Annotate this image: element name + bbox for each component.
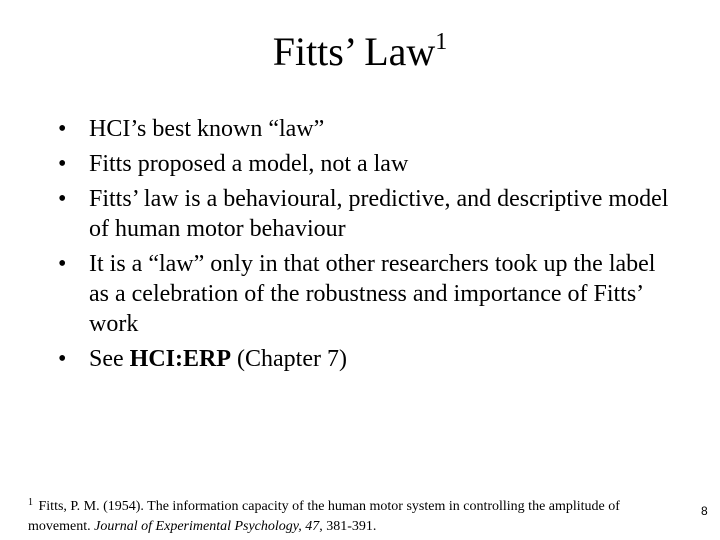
- slide-title: [0, 28, 720, 76]
- bullet-item: [58, 114, 678, 144]
- bullet-text-prefix: See: [89, 346, 130, 372]
- bullet-item: [58, 149, 678, 179]
- footnote-volume: 47: [305, 519, 320, 534]
- bullet-text-suffix: (Chapter 7): [231, 346, 347, 372]
- footnote-journal: Journal of Experimental Psychology,: [94, 519, 302, 534]
- title-footnote-mark: 1: [435, 29, 448, 55]
- book-title: HCI:ERP: [129, 346, 231, 372]
- bullet-item: [58, 184, 678, 244]
- bullet-dot-icon: •: [58, 186, 67, 212]
- bullet-text: It is a “law” only in that other researchers took up the label as a celebration of the robustness and importance of Fitts’ work: [89, 251, 656, 337]
- bullet-list: [58, 114, 678, 379]
- footnote-pages: , 381-391.: [319, 519, 377, 534]
- footnote-mark: 1: [28, 497, 33, 508]
- title-text: Fitts’ Law: [272, 29, 436, 74]
- bullet-item: [58, 344, 678, 374]
- bullet-dot-icon: •: [58, 151, 67, 177]
- bullet-text: HCI’s best known “law”: [89, 116, 325, 142]
- bullet-dot-icon: •: [58, 116, 67, 142]
- bullet-text: Fitts’ law is a behavioural, predictive, and descriptive model of human motor behaviour: [89, 186, 669, 242]
- bullet-dot-icon: •: [58, 251, 67, 277]
- bullet-item: [58, 249, 678, 339]
- footnote: [28, 493, 678, 537]
- footnote-citation: Fitts, P. M. (1954). The information capacity of the human motor system in controlling the amplitude of movement.: [28, 499, 620, 534]
- bullet-dot-icon: •: [58, 346, 67, 372]
- bullet-text: Fitts proposed a model, not a law: [89, 151, 409, 177]
- slide-number: 8: [701, 504, 708, 518]
